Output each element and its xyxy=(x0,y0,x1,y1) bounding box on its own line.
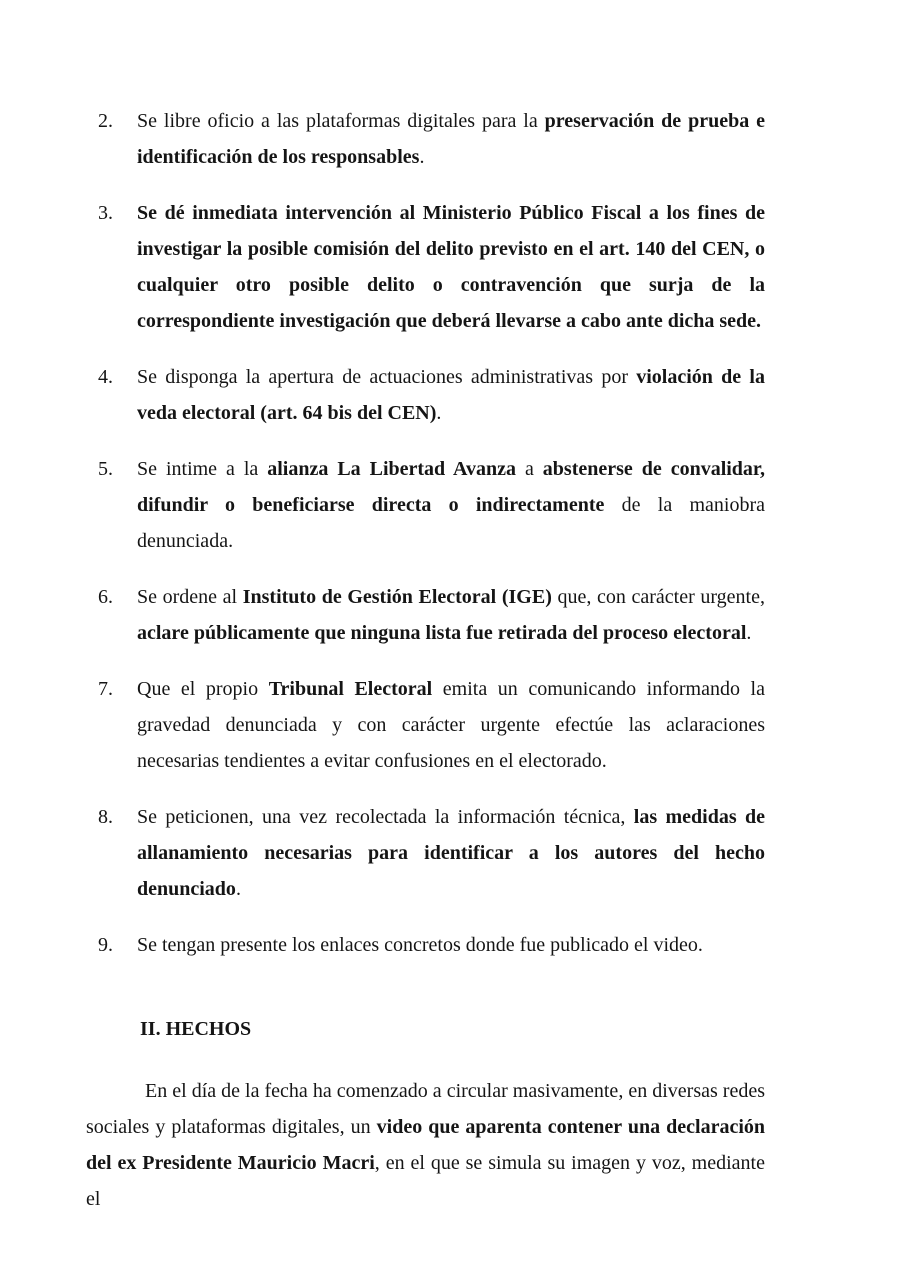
hechos-paragraph: En el día de la fecha ha comenzado a circular masivamente, en diversas redes sociales y plataformas digitales, un video que aparenta contener una declaración del ex Presidente Mauricio Macri, en el que se simula su imagen y voz, mediante el xyxy=(86,1080,765,1210)
petition-list xyxy=(86,103,765,963)
list-item-text: Se libre oficio a las plataformas digitales para la preservación de prueba e identificación de los responsables. xyxy=(137,110,765,168)
bold-text-segment: abstenerse de convalidar, difundir o beneficiarse directa o indirectamente xyxy=(137,458,765,516)
bold-text-segment: violación de la veda electoral (art. 64 bis del CEN) xyxy=(137,366,765,424)
list-item xyxy=(86,451,765,559)
list-item xyxy=(86,579,765,651)
list-item-number: 5. xyxy=(98,458,113,480)
list-item-number: 6. xyxy=(98,586,113,608)
list-item xyxy=(86,671,765,779)
list-item-number: 7. xyxy=(98,678,113,700)
bold-text-segment: Tribunal Electoral xyxy=(268,678,433,700)
section-heading-hechos: II. HECHOS xyxy=(140,1018,252,1040)
list-item-number: 8. xyxy=(98,806,113,828)
list-item-number: 3. xyxy=(98,202,113,224)
bold-text-segment: las medidas de allanamiento necesarias para identificar a los autores del hecho denunciado xyxy=(137,806,765,900)
list-item xyxy=(86,103,765,175)
bold-text-segment: Instituto de Gestión Electoral (IGE) xyxy=(242,586,552,608)
list-item-text: Se tengan presente los enlaces concretos donde fue publicado el video. xyxy=(137,934,703,956)
bold-text-segment: alianza La Libertad Avanza xyxy=(267,458,516,480)
list-item-text: Se peticionen, una vez recolectada la información técnica, las medidas de allanamiento necesarias para identificar a los autores del hecho denunciado. xyxy=(137,806,765,900)
list-item xyxy=(86,359,765,431)
bold-text-segment: aclare públicamente que ninguna lista fue retirada del proceso electoral xyxy=(137,622,747,644)
list-item xyxy=(86,927,765,963)
list-item-number: 2. xyxy=(98,110,113,132)
list-item xyxy=(86,799,765,907)
list-item-text: Se ordene al Instituto de Gestión Electoral (IGE) que, con carácter urgente, aclare públicamente que ninguna lista fue retirada del proceso electoral. xyxy=(137,586,765,644)
list-item-text: Se intime a la alianza La Libertad Avanza a abstenerse de convalidar, difundir o beneficiarse directa o indirectamente de la maniobra denunciada. xyxy=(137,458,765,552)
list-item-number: 4. xyxy=(98,366,113,388)
list-item-number: 9. xyxy=(98,934,113,956)
list-item xyxy=(86,195,765,339)
bold-text-segment: Se dé inmediata intervención al Ministerio Público Fiscal a los fines de investigar la posible comisión del delito previsto en el art. 140 del CEN, o cualquier otro posible delito o contravención que surja de la correspondiente investigación que deberá llevarse a cabo ante dicha sede. xyxy=(137,202,765,332)
bold-text-segment: video que aparenta contener una declaración del ex Presidente Mauricio Macri xyxy=(86,1116,765,1174)
bold-text-segment: preservación de prueba e identificación de los responsables xyxy=(137,110,765,168)
list-item-text: Que el propio Tribunal Electoral emita un comunicando informando la gravedad denunciada y con carácter urgente efectúe las aclaraciones necesarias tendientes a evitar confusiones en el electorado. xyxy=(137,678,765,772)
list-item-text xyxy=(137,202,765,332)
list-item-text: Se disponga la apertura de actuaciones administrativas por violación de la veda electoral (art. 64 bis del CEN). xyxy=(137,366,765,424)
